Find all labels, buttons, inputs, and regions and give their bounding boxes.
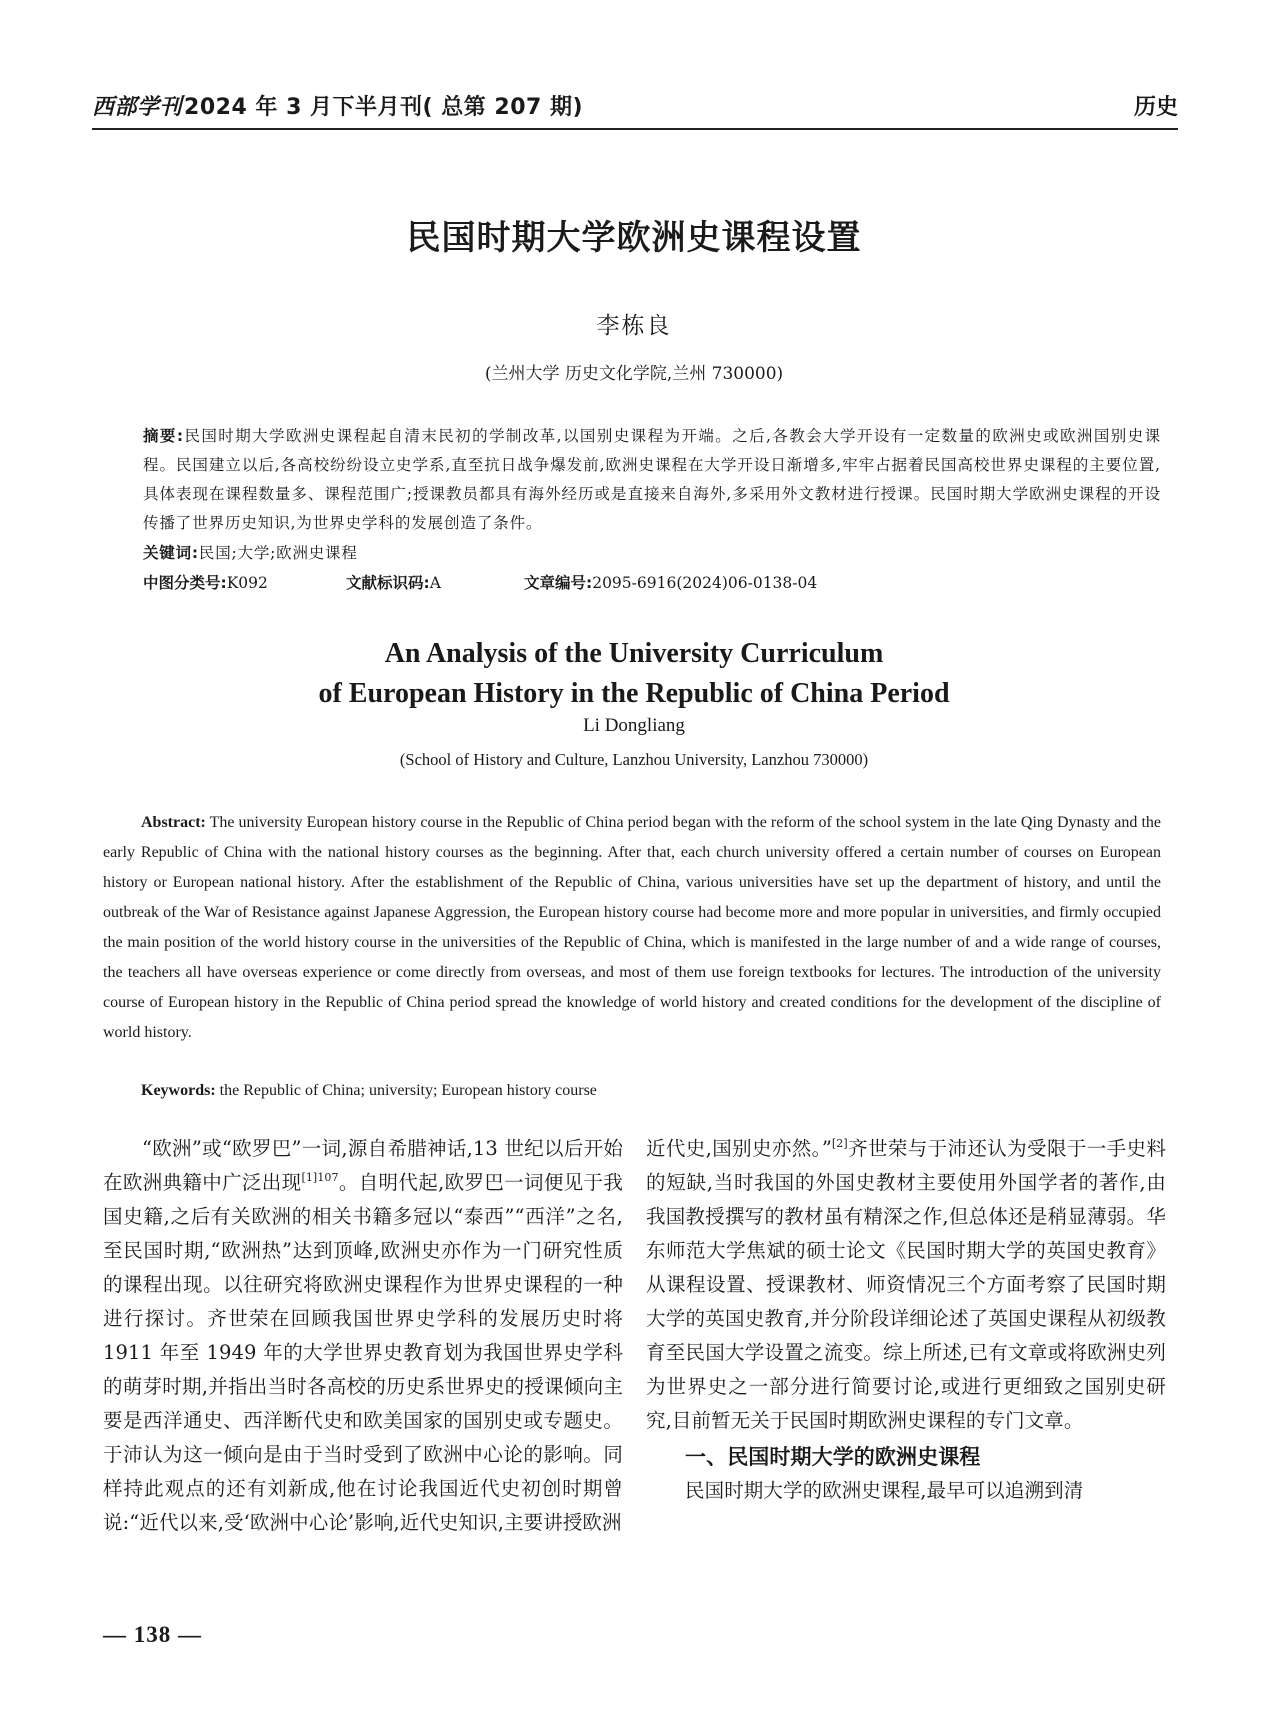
body-paragraph (646, 1132, 1166, 1438)
journal-issue: 2024 年 3 月下半月刊( 总第 207 期) (184, 95, 584, 120)
english-abstract-text: The university European history course in the Republic of China period began with the reform of the school system in the late Qing Dynasty and the early Republic of China with the national history courses as the beginning. After that, each church university offered a certain number of courses on European history or European national history. After the establishment of the Republic of China, various universities have set up the department of history, and until the outbreak of the War of Resistance against Japanese Aggression, the European history course had become more and more popular in universities, and firmly occupied the main position of the world history course in the universities of the Republic of China, which is manifested in the large number of and a wide range of courses, the teachers all have overseas experience or come directly from overseas, and most of them use foreign textbooks for lectures. The introduction of the university course of European history in the Republic of China period spread the knowledge of world history and created conditions for the development of the discipline of world history. (103, 814, 1161, 1041)
citation-reference: [1]107 (301, 1171, 339, 1184)
body-text: 齐世荣与于沛还认为受限于一手史料的短缺,当时我国的外国史教材主要使用外国学者的著作,由我国教授撰写的教材虽有精深之作,但总体还是稍显薄弱。华东师范大学焦斌的硕士论文《民国时期大学的英国史教育》从课程设置、授课教材、师资情况三个方面考察了民国时期大学的英国史教育,并分阶段详细论述了英国史课程从初级教育至民国大学设置之流变。综上所述,已有文章或将欧洲史列为世界史之一部分进行简要讨论,或进行更细致之国别史研究,目前暂无关于民国时期欧洲史课程的专门文章。 (646, 1137, 1166, 1432)
header-divider (92, 128, 1178, 130)
section-label: 历史 (1133, 95, 1178, 120)
body-right-column (646, 1132, 1166, 1508)
english-affiliation: (School of History and Culture, Lanzhou University, Lanzhou 730000) (399, 750, 869, 769)
english-author: Li Dongliang (583, 715, 685, 736)
english-keywords (141, 1082, 597, 1100)
article-number (524, 571, 817, 593)
english-title-line-2: of European History in the Republic of China Period (318, 678, 950, 709)
english-title-line-1: An Analysis of the University Curriculum (384, 638, 884, 669)
chinese-keywords-label: 关键词: (143, 544, 199, 562)
journal-logo: 西部学刊 (92, 94, 183, 120)
page-number: — 138 — (103, 1622, 202, 1647)
body-text: 。自明代起,欧罗巴一词便见于我国史籍,之后有关欧洲的相关书籍多冠以“泰西”“西洋”之名,至民国时期,“欧洲热”达到顶峰,欧洲史亦作为一门研究性质的课程出现。以往研究将欧洲史课程作为世界史课程的一种进行探讨。齐世荣在回顾我国世界史学科的发展历史时将 1911 年至 1949 年的大学世界史教育划为我国世界史学科的萌芽时期,并指出当时各高校的历史系世界史的授课倾向主要是西洋通史、西洋断代史和欧美国家的国别史或专题史。于沛认为这一倾向是由于当时受到了欧洲中心论的影响。同样持此观点的还有刘新成,他在讨论我国近代史初创时期曾说:“近代以来,受‘欧洲中心论’影响,近代史知识,主要讲授欧洲 (103, 1171, 623, 1534)
chinese-abstract-text: 民国时期大学欧洲史课程起自清末民初的学制改革,以国别史课程为开端。之后,各教会大学开设有一定数量的欧洲史或欧洲国别史课程。民国建立以后,各高校纷纷设立史学系,直至抗日战争爆发前,欧洲史课程在大学开设日渐增多,牢牢占据着民国高校世界史课程的主要位置,具体表现在课程数量多、课程范围广;授课教员都具有海外经历或是直接来自海外,多采用外文教材进行授课。民国时期大学欧洲史课程的开设传播了世界历史知识,为世界史学科的发展创造了条件。 (143, 427, 1161, 532)
article-number-label: 文章编号: (524, 574, 593, 592)
chinese-title: 民国时期大学欧洲史课程设置 (406, 218, 862, 258)
english-keywords-text: the Republic of China; university; European history course (215, 1082, 597, 1099)
english-abstract-label: Abstract: (141, 814, 206, 831)
document-code (346, 571, 441, 593)
document-code-label: 文献标识码: (346, 574, 430, 592)
english-abstract (103, 808, 1161, 1048)
clc-label: 中图分类号: (143, 574, 227, 592)
english-title (0, 634, 1268, 714)
chinese-author: 李栋良 (596, 313, 672, 339)
body-text: “欧洲”或“欧罗巴”一词,源自希腊神话,13 世纪以后开始在欧洲典籍中广泛出现 (103, 1137, 623, 1194)
chinese-keywords-text: 民国;大学;欧洲史课程 (198, 544, 358, 562)
journal-name (92, 90, 583, 121)
chinese-abstract (143, 422, 1161, 538)
clc-number (143, 571, 268, 593)
body-paragraph (103, 1132, 623, 1540)
running-header (92, 86, 1178, 128)
chinese-keywords (143, 541, 358, 563)
chinese-abstract-label: 摘要: (143, 427, 184, 445)
body-left-column (103, 1132, 623, 1540)
document-code-value: A (429, 574, 441, 592)
clc-value: K092 (226, 574, 268, 592)
section-heading: 一、民国时期大学的欧洲史课程 (685, 1445, 981, 1469)
citation-reference: [2] (831, 1137, 848, 1150)
chinese-affiliation: (兰州大学 历史文化学院,兰州 730000) (484, 364, 784, 384)
english-keywords-label: Keywords: (141, 1082, 216, 1099)
body-text: 近代史,国别史亦然。” (646, 1137, 832, 1160)
article-number-value: 2095-6916(2024)06-0138-04 (592, 574, 818, 592)
body-paragraph: 民国时期大学的欧洲史课程,最早可以追溯到清 (685, 1479, 1084, 1502)
